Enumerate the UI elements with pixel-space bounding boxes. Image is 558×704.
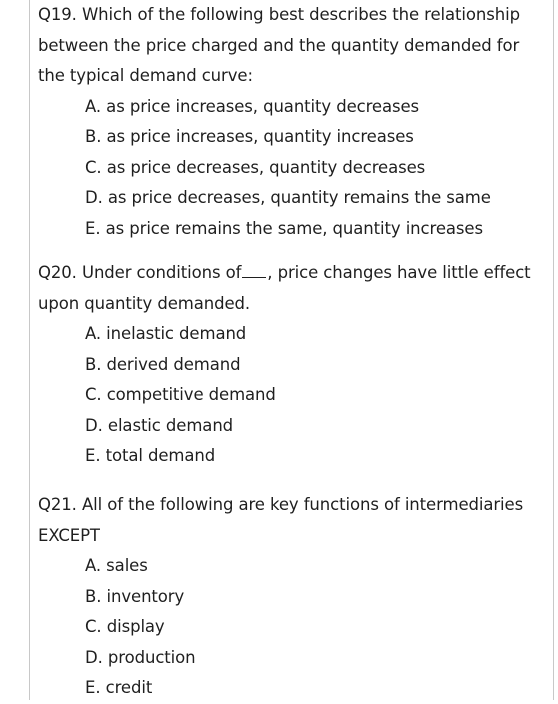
option-b: B. derived demand — [85, 354, 241, 374]
question-prompt — [38, 258, 543, 319]
question-20 — [38, 258, 543, 472]
option-c: C. as price decreases, quantity decreases — [85, 157, 426, 177]
question-prompt-after: , price changes have little effect upon quantity demanded. — [38, 263, 531, 313]
question-21 — [38, 490, 543, 704]
question-19 — [38, 0, 543, 244]
question-prompt-before: Q20. Under conditions of — [38, 263, 242, 282]
option-a: A. inelastic demand — [85, 324, 247, 343]
question-prompt: Q21. All of the following are key functions of intermediaries EXCEPT — [38, 495, 524, 545]
option-e: E. credit — [85, 678, 153, 697]
option-d: D. elastic demand — [85, 415, 234, 435]
option-c: C. display — [85, 617, 165, 636]
fill-in-blank — [242, 263, 266, 278]
option-list — [38, 551, 543, 704]
question-prompt: Q19. Which of the following best describes the relationship between the price charged and the quantity demanded for the typical demand curve: — [38, 5, 520, 85]
option-b: B. inventory — [85, 586, 185, 606]
option-list — [38, 92, 543, 245]
option-d: D. production — [85, 647, 196, 667]
option-d: D. as price decreases, quantity remains the same — [85, 188, 491, 207]
option-a: A. sales — [85, 556, 148, 575]
option-a: A. as price increases, quantity decreases — [85, 96, 420, 116]
option-b: B. as price increases, quantity increases — [85, 127, 414, 146]
option-e: E. total demand — [85, 446, 216, 465]
option-c: C. competitive demand — [85, 385, 276, 404]
option-e: E. as price remains the same, quantity increases — [85, 218, 483, 238]
option-list — [38, 319, 543, 472]
